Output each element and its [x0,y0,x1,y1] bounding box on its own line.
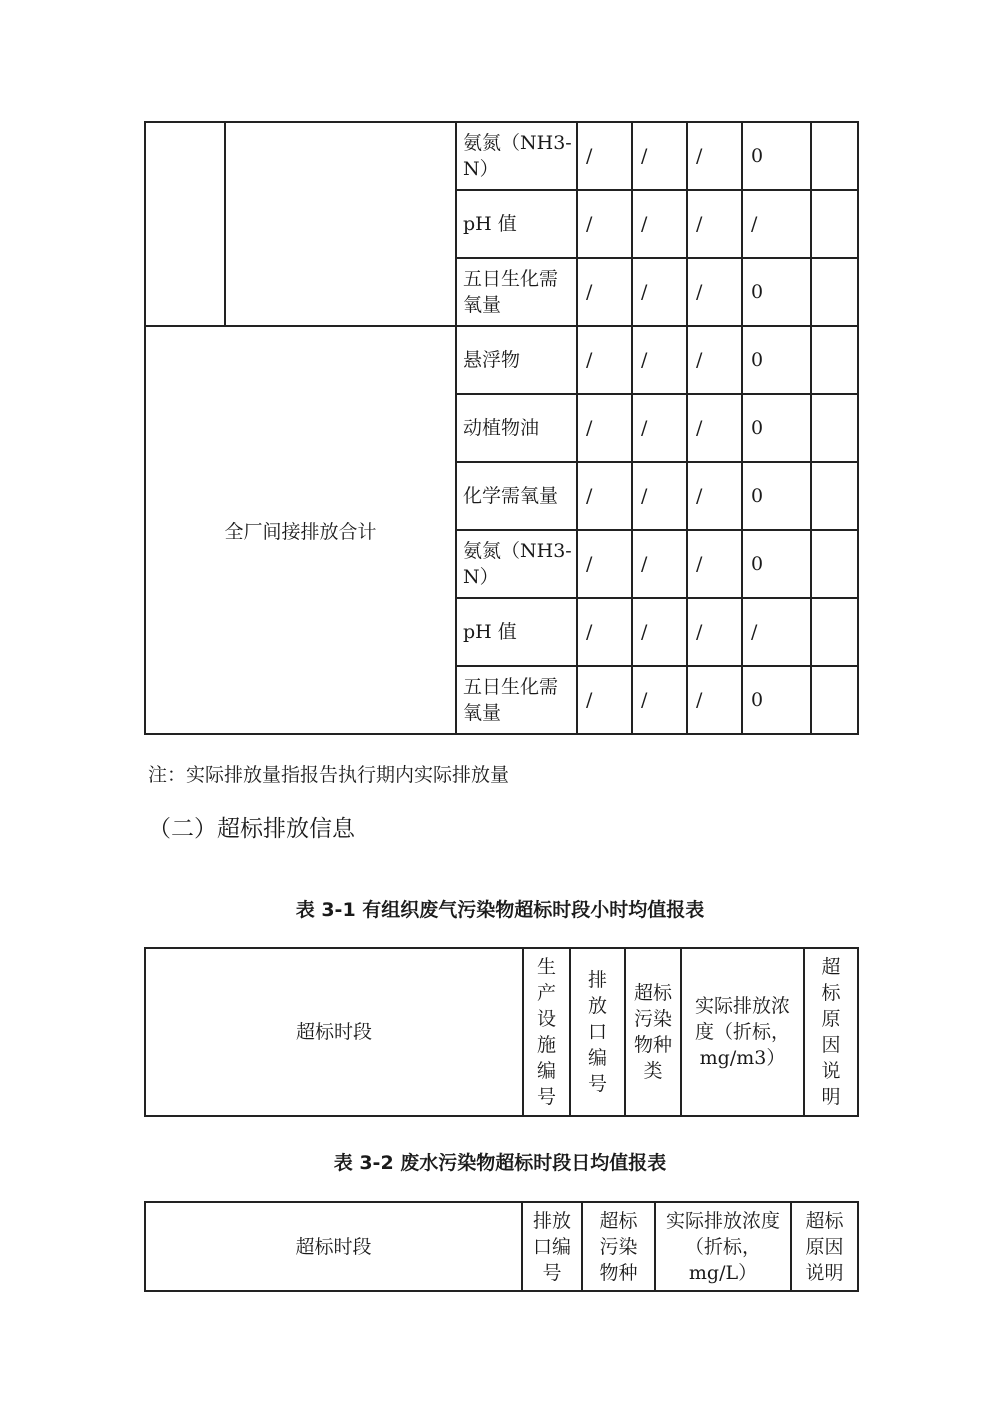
value-cell: / [632,666,687,734]
value-cell: 0 [742,258,811,326]
header-cell: 超标污染物种 [582,1202,655,1291]
value-cell: / [632,394,687,462]
value-cell: / [742,190,811,258]
pollutant-cell: pH 值 [456,190,577,258]
value-cell: / [577,666,632,734]
table-header-row [145,948,858,1116]
value-cell: 0 [742,666,811,734]
value-cell: / [687,258,742,326]
value-cell: 0 [742,462,811,530]
value-cell: / [577,530,632,598]
value-cell: 0 [742,530,811,598]
table-row [145,326,858,394]
header-cell: 排放口编号 [570,948,625,1116]
value-cell: / [687,666,742,734]
value-cell: / [577,598,632,666]
value-cell: / [632,530,687,598]
emissions-table [144,121,859,735]
value-cell: / [632,326,687,394]
outlet-id-cell [145,122,225,326]
value-cell [811,190,858,258]
table-3-2-caption: 表 3-2 废水污染物超标时段日均值报表 [333,1152,667,1174]
pollutant-cell: 五日生化需氧量 [456,258,577,326]
table-3-1-caption: 表 3-1 有组织废气污染物超标时段小时均值报表 [295,899,705,921]
pollutant-cell: pH 值 [456,598,577,666]
header-cell: 超标时段 [145,948,523,1116]
header-cell: 超标污染物种类 [625,948,681,1116]
value-cell: / [577,190,632,258]
value-cell: / [687,326,742,394]
value-cell [811,122,858,190]
outlet-name-cell [225,122,456,326]
pollutant-cell: 五日生化需氧量 [456,666,577,734]
value-cell: / [632,598,687,666]
header-cell: 超标时段 [145,1202,522,1291]
value-cell [811,530,858,598]
table-row [145,122,858,190]
value-cell: / [632,122,687,190]
pollutant-cell: 氨氮（NH3-N） [456,122,577,190]
value-cell [811,326,858,394]
header-cell: 实际排放浓度（折标，mg/m3） [681,948,804,1116]
table-3-2 [144,1201,859,1292]
header-cell: 超标原因说明 [791,1202,858,1291]
value-cell: / [577,394,632,462]
section-heading: （二）超标排放信息 [148,816,355,842]
value-cell [811,598,858,666]
value-cell: / [632,258,687,326]
value-cell: / [577,258,632,326]
value-cell: 0 [742,326,811,394]
value-cell: 0 [742,394,811,462]
value-cell: / [577,462,632,530]
pollutant-cell: 氨氮（NH3-N） [456,530,577,598]
value-cell: / [687,122,742,190]
value-cell: / [687,394,742,462]
value-cell: / [632,190,687,258]
pollutant-cell: 化学需氧量 [456,462,577,530]
value-cell [811,258,858,326]
total-label-cell: 全厂间接排放合计 [145,326,456,734]
header-cell: 生产设施编号 [523,948,570,1116]
value-cell [811,394,858,462]
value-cell: 0 [742,122,811,190]
table-header-row [145,1202,858,1291]
header-cell: 超标原因说明 [804,948,858,1116]
value-cell: / [632,462,687,530]
pollutant-cell: 悬浮物 [456,326,577,394]
value-cell [811,462,858,530]
value-cell [811,666,858,734]
value-cell: / [687,462,742,530]
value-cell: / [577,326,632,394]
header-cell: 实际排放浓度（折标，mg/L） [655,1202,791,1291]
header-cell: 排放口编号 [522,1202,582,1291]
value-cell: / [687,190,742,258]
value-cell: / [577,122,632,190]
value-cell: / [687,598,742,666]
value-cell: / [742,598,811,666]
table-note: 注：实际排放量指报告执行期内实际排放量 [148,764,510,786]
value-cell: / [687,530,742,598]
pollutant-cell: 动植物油 [456,394,577,462]
table-3-1 [144,947,859,1117]
